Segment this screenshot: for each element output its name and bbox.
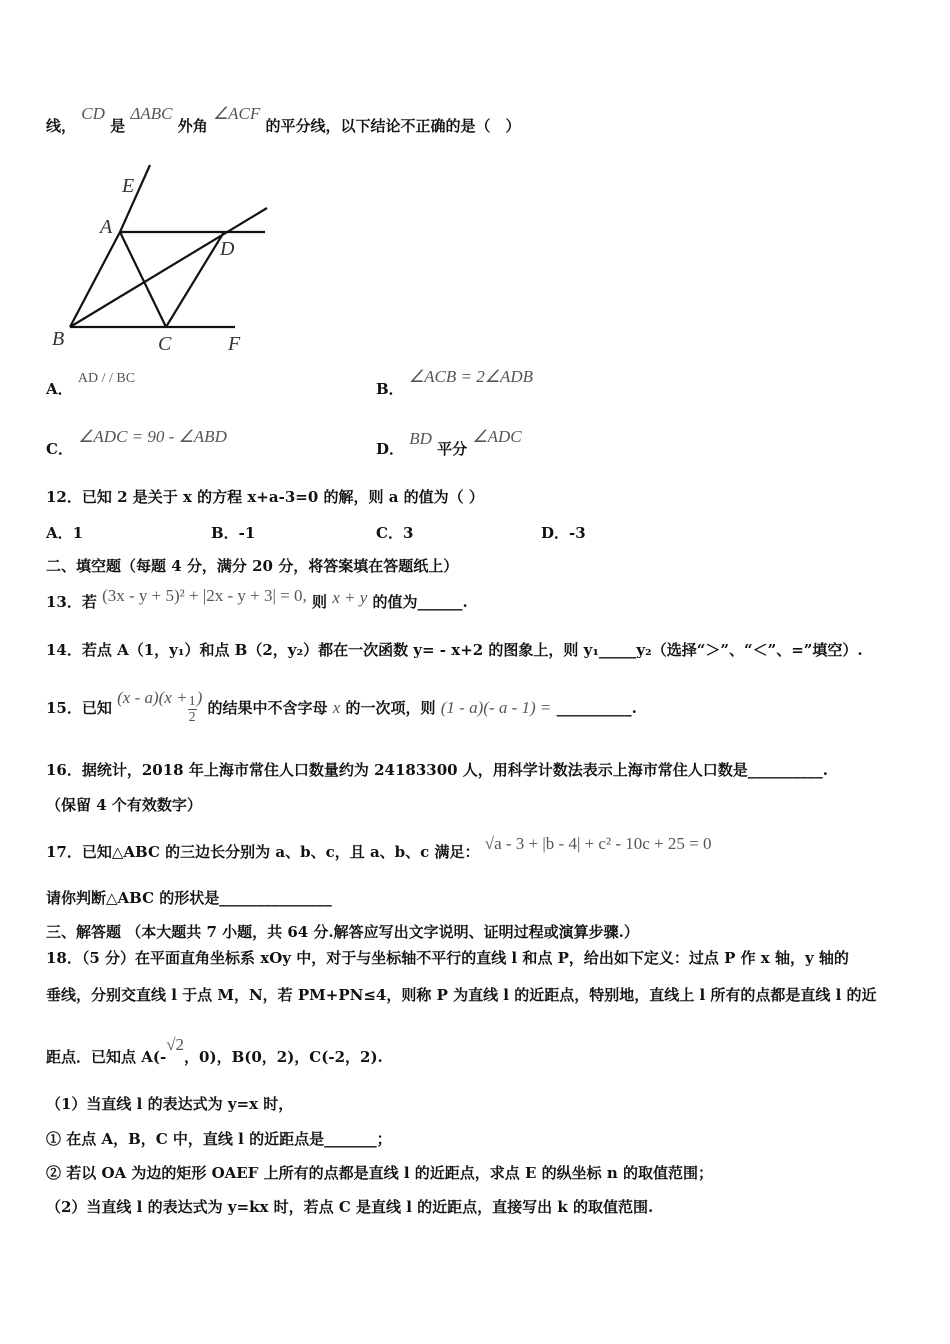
q15-pre: 15．已知 bbox=[46, 699, 112, 717]
q11-text-outer: 外角 bbox=[177, 117, 208, 135]
q11-option-d[interactable] bbox=[376, 427, 522, 459]
q11-option-a[interactable] bbox=[46, 371, 136, 399]
label-b: B bbox=[52, 328, 65, 350]
q15-post: __________. bbox=[556, 699, 637, 717]
q11-stem bbox=[46, 104, 521, 136]
q13-pre: 13．若 bbox=[46, 593, 97, 611]
q17-expr: √a - 3 + |b - 4| + c² - 10c + 25 = 0 bbox=[484, 834, 712, 853]
q12-stem: 12．已知 2 是关于 x 的方程 x+a-3=0 的解，则 a 的值为（ ） bbox=[46, 488, 484, 506]
q14-stem: 14．若点 A（1，y₁）和点 B（2，y₂）都在一次函数 y= - x+2 的图象上，则 y₁_____y₂（选择“＞”、“＜”、=”填空）. bbox=[46, 641, 863, 659]
q12-option-b[interactable]: B．-1 bbox=[211, 524, 256, 542]
option-math: ∠ADC = 90 - ∠ABD bbox=[78, 427, 227, 446]
q11-option-c[interactable] bbox=[46, 427, 227, 459]
q11-text-rest: 的平分线，以下结论不正确的是（ ） bbox=[265, 117, 521, 135]
q15-expr2: (1 - a)(- a - 1) = bbox=[440, 698, 552, 717]
q11-text-is: 是 bbox=[110, 117, 126, 135]
fraction-denominator: 2 bbox=[188, 709, 196, 725]
q13-post: 的值为______. bbox=[372, 593, 468, 611]
q18-sqrt2: √2 bbox=[166, 1035, 185, 1054]
q18-line-1: 18．（5 分）在平面直角坐标系 xOy 中，对于与坐标轴不平行的直线 l 和点 P，给出如下定义：过点 P 作 x 轴，y 轴的 bbox=[46, 949, 849, 967]
label-c: C bbox=[158, 333, 172, 355]
q15-fraction bbox=[188, 694, 197, 725]
q12-option-c[interactable]: C．3 bbox=[376, 524, 414, 542]
option-tail: 平分 bbox=[437, 440, 468, 458]
option-math: AD / / BC bbox=[77, 371, 136, 386]
q11-math-cd: CD bbox=[81, 104, 105, 123]
q17-pre: 17．已知△ABC 的三边长分别为 a、b、c，且 a、b、c 满足： bbox=[46, 843, 480, 861]
q16-note: （保留 4 个有效数字） bbox=[46, 796, 202, 814]
q11-math-triangle: ΔABC bbox=[130, 104, 173, 123]
q13-mid: 则 bbox=[312, 593, 328, 611]
section-fill-in-heading: 二、填空题（每题 4 分，满分 20 分，将答案填在答题纸上） bbox=[46, 557, 459, 575]
segment-ac bbox=[120, 232, 166, 327]
q11-figure bbox=[40, 160, 280, 360]
option-letter: A． bbox=[46, 380, 73, 398]
q13-expr2: x + y bbox=[332, 588, 368, 607]
label-d: D bbox=[220, 238, 235, 260]
q18-part-2: （2）当直线 l 的表达式为 y=kx 时，若点 C 是直线 l 的近距点，直接写出 k 的取值范围. bbox=[46, 1198, 654, 1216]
fraction-numerator: 1 bbox=[188, 693, 196, 709]
q18-line3-pre: 距点．已知点 A(- bbox=[46, 1048, 167, 1066]
q17-question: 请你判断△ABC 的形状是_______________ bbox=[46, 889, 332, 907]
q15-expr-b: ) bbox=[196, 688, 203, 707]
q18-line-3 bbox=[46, 1035, 383, 1067]
label-f: F bbox=[228, 333, 241, 355]
option-letter: D． bbox=[376, 440, 405, 458]
option-letter: C． bbox=[46, 440, 73, 458]
segment-cd bbox=[166, 232, 224, 327]
q12-option-d[interactable]: D．-3 bbox=[541, 524, 586, 542]
q15-var: x bbox=[332, 698, 341, 717]
q13-stem bbox=[46, 586, 468, 612]
section-solution-heading: 三、解答题 （本大题共 7 小题，共 64 分.解答应写出文字说明、证明过程或演算步骤.） bbox=[46, 923, 639, 941]
q15-mid2: 的一次项，则 bbox=[345, 699, 436, 717]
q17-stem bbox=[46, 834, 712, 862]
q12-option-a[interactable]: A．1 bbox=[46, 524, 84, 542]
option-math-2: ∠ADC bbox=[472, 427, 522, 446]
q11-text-a: 线， bbox=[46, 117, 77, 135]
q13-expr: (3x - y + 5)² + |2x - y + 3| = 0, bbox=[102, 586, 307, 605]
option-letter: B． bbox=[376, 380, 404, 398]
option-math: BD bbox=[409, 429, 432, 448]
q15-expr-a: (x - a)(x + bbox=[117, 688, 188, 707]
q11-math-acf: ∠ACF bbox=[212, 104, 261, 123]
q18-part-1a: ① 在点 A，B，C 中，直线 l 的近距点是_______； bbox=[46, 1130, 392, 1148]
q18-part-1b: ② 若以 OA 为边的矩形 OAEF 上所有的点都是直线 l 的近距点，求点 E 的纵坐标 n 的取值范围； bbox=[46, 1164, 713, 1182]
q18-line3-post: ，0)，B(0，2)，C(-2，2). bbox=[184, 1048, 383, 1066]
label-a: A bbox=[100, 216, 113, 238]
q18-line-2: 垂线，分别交直线 l 于点 M，N，若 PM+PN≤4，则称 P 为直线 l 的近距点，特别地，直线上 l 所有的点都是直线 l 的近 bbox=[46, 986, 877, 1004]
q15-stem bbox=[46, 688, 637, 728]
label-e: E bbox=[122, 175, 135, 197]
option-math: ∠ACB = 2∠ADB bbox=[408, 367, 534, 386]
q11-option-b[interactable] bbox=[376, 367, 534, 399]
q16-stem: 16．据统计，2018 年上海市常住人口数量约为 24183300 人，用科学计数法表示上海市常住人口数是__________. bbox=[46, 761, 829, 779]
q15-mid: 的结果中不含字母 bbox=[207, 699, 328, 717]
q18-part-1: （1）当直线 l 的表达式为 y=x 时， bbox=[46, 1095, 294, 1113]
